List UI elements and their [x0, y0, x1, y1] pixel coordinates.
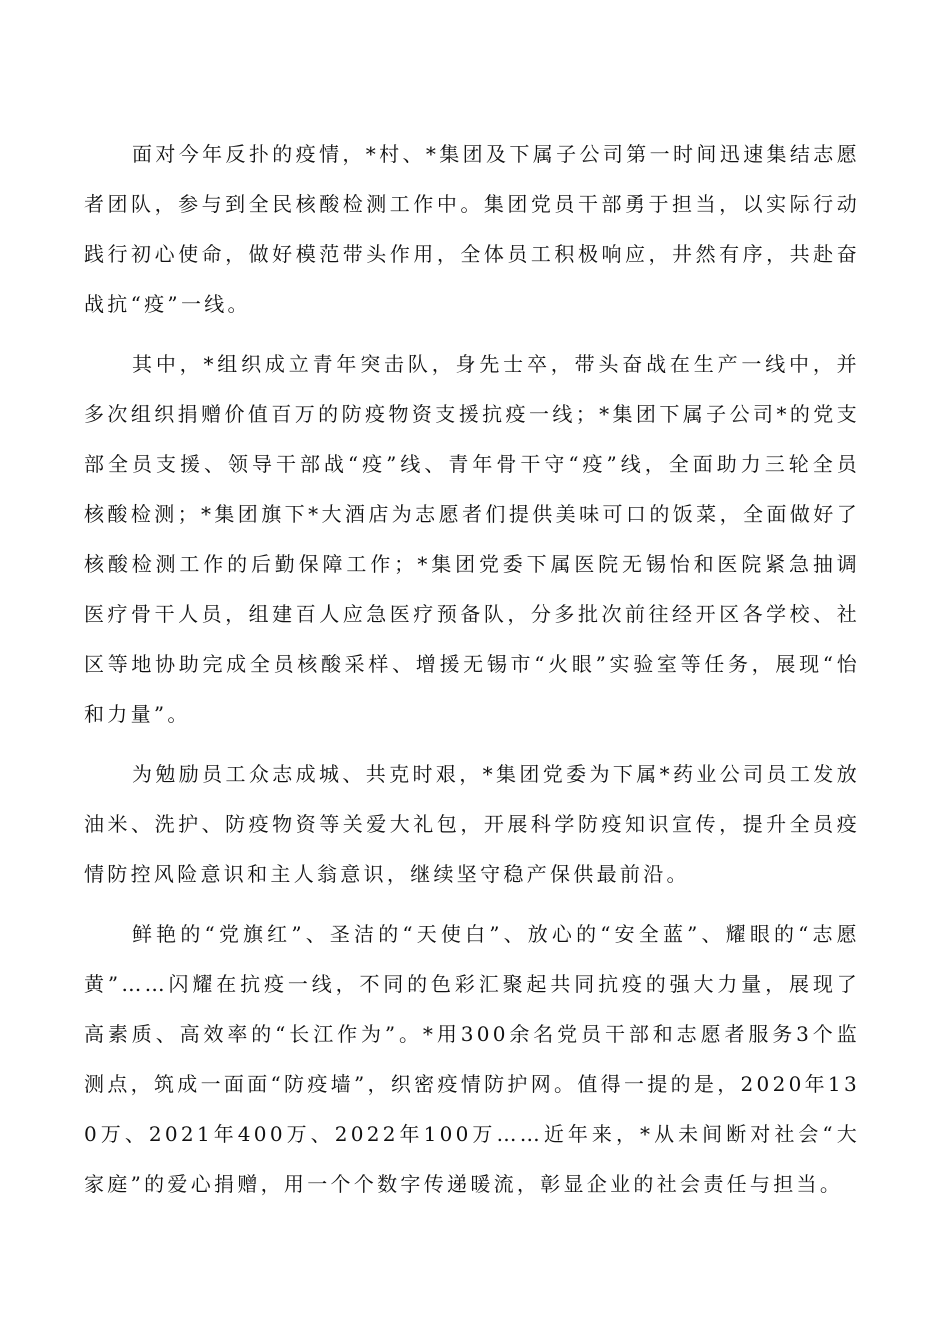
paragraph-4: 鲜艳的“党旗红”、圣洁的“天使白”、放心的“安全蓝”、耀眼的“志愿黄”……闪耀在抗疫一线，不同的色彩汇聚起共同抗疫的强大力量，展现了高素质、高效率的“长江作为”。*用300余名党员干部和志愿者服务3个监测点，筑成一面面“防疫墙”，织密疫情防护网。值得一提的是，2020年130万、2021年400万、2022年100万……近年来，*从未间断对社会“大家庭”的爱心捐赠，用一个个数字传递暖流，彰显企业的社会责任与担当。	[84, 922, 860, 1196]
document-body	[84, 129, 860, 1209]
paragraph-3: 为勉励员工众志成城、共克时艰，*集团党委为下属*药业公司员工发放油米、洗护、防疫物资等关爱大礼包，开展科学防疫知识宣传，提升全员疫情防控风险意识和主人翁意识，继续坚守稳产保供最前沿。	[84, 762, 860, 886]
paragraph-2: 其中，*组织成立青年突击队，身先士卒，带头奋战在生产一线中，并多次组织捐赠价值百万的防疫物资支援抗疫一线；*集团下属子公司*的党支部全员支援、领导干部战“疫”线、青年骨干守“疫”线，全面助力三轮全员核酸检测；*集团旗下*大酒店为志愿者们提供美味可口的饭菜，全面做好了核酸检测工作的后勤保障工作；*集团党委下属医院无锡怡和医院紧急抽调医疗骨干人员，组建百人应急医疗预备队，分多批次前往经开区各学校、社区等地协助完成全员核酸采样、增援无锡市“火眼”实验室等任务，展现“怡和力量”。	[84, 352, 860, 726]
paragraph-1: 面对今年反扑的疫情，*村、*集团及下属子公司第一时间迅速集结志愿者团队，参与到全民核酸检测工作中。集团党员干部勇于担当，以实际行动践行初心使命，做好模范带头作用，全体员工积极响应，井然有序，共赴奋战抗“疫”一线。	[84, 142, 860, 316]
